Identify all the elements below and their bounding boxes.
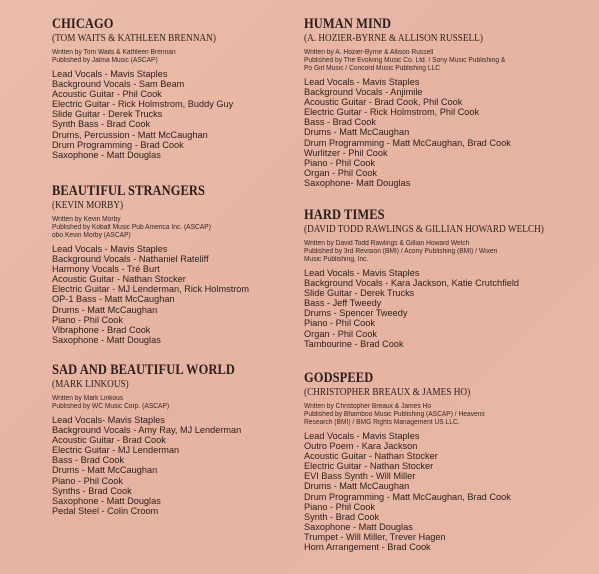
credit-line: Harmony Vocals - Tré Burt	[52, 264, 160, 275]
credits-list	[52, 415, 314, 516]
song-title: HUMAN MIND	[304, 16, 392, 32]
credit-line: Piano - Phil Cook	[304, 501, 375, 512]
song-writers: (CHRISTOPHER BREAUX & JAMES HO)	[304, 387, 471, 398]
song-block-human-mind	[304, 16, 566, 188]
credit-line: Saxophone - Matt Douglas	[52, 495, 161, 506]
credit-line: Acoustic Guitar - Nathan Stocker	[52, 274, 186, 285]
credit-line: Electric Guitar - MJ Lenderman, Rick Holmstrom	[52, 284, 250, 295]
credit-line: Background Vocals - Nathaniel Rateliff	[52, 254, 209, 265]
song-block-hard-times	[304, 207, 566, 349]
credit-line: Electric Guitar - Nathan Stocker	[304, 461, 434, 472]
publishing-line: Written by Mark Linkous	[52, 395, 124, 402]
song-title: GODSPEED	[304, 370, 374, 386]
publishing-line: Research (BMI) / BMG Rights Management US LLC.	[304, 419, 460, 426]
song-block-godspeed	[304, 370, 566, 552]
credit-line: Bass - Jeff Tweedy	[304, 298, 382, 309]
credit-line: Wurlitzer - Phil Cook	[304, 147, 388, 158]
credit-line: Background Vocals - Sam Beam	[52, 79, 185, 90]
credit-line: Acoustic Guitar - Brad Cook, Phil Cook	[304, 97, 463, 108]
credit-line: Synths - Brad Cook	[52, 485, 132, 496]
publishing-line: Published by WC Music Corp. (ASCAP)	[52, 403, 170, 410]
publishing-info	[304, 49, 566, 73]
credit-line: Saxophone - Matt Douglas	[304, 521, 413, 532]
credit-line: Piano - Phil Cook	[304, 318, 375, 329]
publishing-line: Published by Jalma Music (ASCAP)	[52, 57, 158, 64]
song-title: SAD AND BEAUTIFUL WORLD	[52, 362, 235, 378]
credit-line: Acoustic Guitar - Brad Cook	[52, 435, 166, 446]
publishing-line: Written by David Todd Rawlings & Gillian Howard Welch	[304, 240, 470, 247]
song-block-chicago	[52, 16, 314, 160]
publishing-line: Published by Bhamboo Music Publishing (ASCAP) / Heavens	[304, 411, 485, 418]
song-title: HARD TIMES	[304, 207, 385, 223]
credit-line: Drums - Matt McCaughan	[304, 127, 410, 138]
credit-line: Lead Vocals - Mavis Staples	[304, 431, 420, 441]
credit-line: Horn Arrangement - Brad Cook	[304, 542, 431, 553]
song-writers: (A. HOZIER-BYRNE & ALLISON RUSSELL)	[304, 33, 483, 44]
credit-line: Slide Guitar - Derek Trucks	[304, 288, 415, 299]
credit-line: Electric Guitar - Rick Holmstrom, Buddy Guy	[52, 99, 234, 110]
credit-line: Saxophone - Matt Douglas	[52, 149, 161, 160]
credit-line: Piano - Phil Cook	[304, 157, 375, 168]
credit-line: Drum Programming - Brad Cook	[52, 139, 184, 150]
credit-line: Vibraphone - Brad Cook	[52, 324, 151, 335]
credit-line: Drums, Percussion - Matt McCaughan	[52, 129, 208, 140]
credit-line: Drums - Spencer Tweedy	[304, 308, 408, 319]
credits-list	[52, 69, 314, 160]
publishing-info	[52, 49, 314, 65]
credit-line: OP-1 Bass - Matt McCaughan	[52, 294, 175, 305]
credit-line: Outro Poem - Kara Jackson	[304, 441, 418, 452]
credit-line: Lead Vocals - Mavis Staples	[304, 77, 420, 87]
credit-line: Pedal Steel - Colin Croom	[52, 505, 159, 516]
publishing-line: Written by Tom Waits & Kathleen Brennan	[52, 49, 176, 56]
credit-line: Acoustic Guitar - Nathan Stocker	[304, 451, 438, 462]
publishing-line: Published by The Evolving Music Co. Ltd. / Sony Music Publishing &	[304, 57, 506, 64]
publishing-info	[304, 403, 566, 427]
publishing-info	[52, 216, 314, 240]
credits-list	[304, 431, 566, 552]
credit-line: Saxophone- Matt Douglas	[304, 177, 411, 188]
publishing-line: Written by Christopher Breaux & James Ho	[304, 403, 432, 410]
publishing-line: Written by Kevin Morby	[52, 216, 121, 223]
credit-line: Acoustic Guitar - Phil Cook	[52, 89, 162, 100]
credit-line: Drum Programming - Matt McCaughan, Brad Cook	[304, 491, 511, 502]
song-writers: (DAVID TODD RAWLINGS & GILLIAN HOWARD WELCH)	[304, 224, 544, 235]
credit-line: Slide Guitar - Derek Trucks	[52, 109, 163, 120]
song-title: CHICAGO	[52, 16, 114, 32]
song-block-sad-and-beautiful-world	[52, 362, 314, 516]
song-writers: (KEVIN MORBY)	[52, 200, 124, 211]
publishing-line: obo Kevin Morby (ASCAP)	[52, 232, 131, 239]
credit-line: Trumpet - Will Miller, Trever Hagen	[304, 531, 446, 542]
credit-line: Drum Programming - Matt McCaughan, Brad Cook	[304, 137, 511, 148]
publishing-line: Published by Kobalt Music Pub America Inc. (ASCAP)	[52, 224, 211, 231]
credit-line: Background Vocals - Kara Jackson, Katie Crutchfield	[304, 278, 519, 289]
credit-line: Electric Guitar - MJ Lenderman	[52, 445, 180, 456]
publishing-line: Written by A. Hozier-Byrne & Allison Russell	[304, 49, 434, 56]
publishing-line: Po Girl Music / Concord Music Publishing LLC	[304, 65, 441, 72]
credit-line: Drums - Matt McCaughan	[304, 481, 410, 492]
credit-line: Tambourine - Brad Cook	[304, 338, 404, 349]
credits-list	[304, 268, 566, 349]
publishing-line: Published by 3rd Revision (BMI) / Acony Publishing (BMI) / Wixen	[304, 248, 498, 255]
credit-line: Synth Bass - Brad Cook	[52, 119, 151, 130]
song-block-beautiful-strangers	[52, 183, 314, 345]
credits-list	[52, 244, 314, 345]
credit-line: Piano - Phil Cook	[52, 314, 123, 325]
credit-line: Drums - Matt McCaughan	[52, 304, 158, 315]
song-writers: (MARK LINKOUS)	[52, 379, 129, 390]
credit-line: Saxophone - Matt Douglas	[52, 334, 161, 345]
credit-line: Lead Vocals - Mavis Staples	[304, 268, 420, 278]
credit-line: Drums - Matt McCaughan	[52, 465, 158, 476]
credit-line: Lead Vocals- Mavis Staples	[52, 415, 165, 425]
credit-line: Background Vocals - Anjimile	[304, 87, 423, 98]
credit-line: Organ - Phil Cook	[304, 167, 378, 178]
credit-line: Bass - Brad Cook	[52, 455, 124, 466]
credit-line: EVI Bass Synth - Will Miller	[304, 471, 416, 482]
credit-line: Synth - Brad Cook	[304, 511, 380, 522]
publishing-info	[52, 395, 314, 411]
song-writers: (TOM WAITS & KATHLEEN BRENNAN)	[52, 33, 216, 44]
credit-line: Bass - Brad Cook	[304, 117, 376, 128]
credit-line: Organ - Phil Cook	[304, 328, 378, 339]
publishing-line: Music Publishing, Inc.	[304, 256, 369, 263]
credit-line: Lead Vocals - Mavis Staples	[52, 69, 168, 79]
credit-line: Electric Guitar - Rick Holmstrom, Phil Cook	[304, 107, 480, 118]
publishing-info	[304, 240, 566, 264]
credit-line: Piano - Phil Cook	[52, 475, 123, 486]
credits-list	[304, 77, 566, 188]
credit-line: Lead Vocals - Mavis Staples	[52, 244, 168, 254]
song-title: BEAUTIFUL STRANGERS	[52, 183, 206, 199]
credit-line: Background Vocals - Amy Ray, MJ Lenderman	[52, 425, 242, 436]
